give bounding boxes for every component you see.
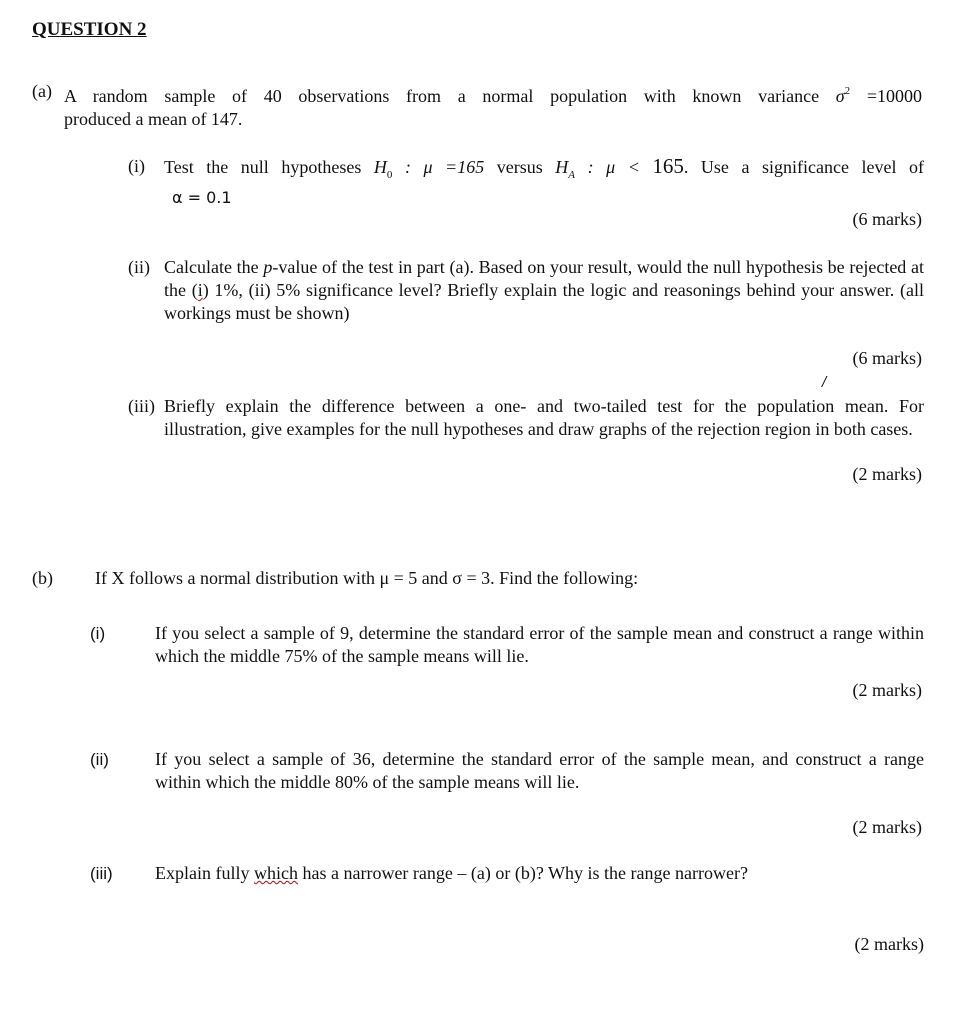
part-a-i-marks: (6 marks) (852, 209, 922, 229)
sigma-power: 2 (844, 85, 851, 97)
part-a-line1 (64, 80, 922, 108)
part-a-ii-text (164, 256, 924, 325)
ha-value: 165 (652, 154, 684, 178)
part-a-ii-before-p: Calculate the (164, 257, 259, 277)
part-a-line1-text: A random sample of 40 observations from a normal population with known variance (64, 86, 820, 106)
part-a-ii-rest: ) 1%, (ii) 5% significance level? Briefly explain the logic and reasonings behind your answer. (all workings must be shown) (164, 280, 924, 323)
part-b-iii-marks: (2 marks) (854, 934, 924, 954)
part-b-label: (b) (32, 568, 53, 588)
h0-subscript: 0 (386, 169, 393, 181)
part-a-ii-after-p: -value of the test in part (a). Based on your result, would the null hypothesis be rejected at the ( (164, 257, 924, 300)
part-b-ii-text: If you select a sample of 36, determine the standard error of the sample mean, and construct a range within which the middle 80% of the sample means will lie. (155, 749, 924, 792)
part-b-iii-label: (iii) (90, 864, 113, 883)
part-b-i-label: (i) (90, 624, 106, 643)
part-a-iii-text: Briefly explain the difference between a one- and two-tailed test for the population mean. For illustration, give examples for the null hypotheses and draw graphs of the rejection region in both cases. (164, 396, 924, 439)
part-a-label: (a) (32, 81, 52, 101)
part-a-i-label: (i) (128, 156, 145, 176)
part-b-ii-label: (ii) (90, 750, 109, 769)
part-a-i-intro: Test the null hypotheses (164, 157, 362, 177)
stray-slash-mark: / (822, 375, 827, 390)
part-b-ii-marks: (2 marks) (852, 817, 922, 837)
ha-symbol: H (555, 157, 569, 177)
h0-symbol: H (373, 157, 387, 177)
part-b-iii-text (155, 862, 748, 885)
part-b-i-text: If you select a sample of 9, determine the standard error of the sample mean and construct a range within which the middle 75% of the sample means will lie. (155, 623, 924, 666)
ha-expression: : μ < (587, 157, 640, 177)
part-a-i-end: . Use a significance level of (683, 157, 925, 177)
p-symbol: p (263, 257, 273, 277)
spellcheck-flagged-i: i (197, 280, 203, 300)
h0-expression: : μ =165 (404, 157, 485, 177)
sigma-symbol: σ (835, 86, 845, 106)
versus-word: versus (496, 157, 543, 177)
part-a-ii-label: (ii) (128, 257, 150, 277)
part-a-line2: produced a mean of 147. (64, 109, 243, 129)
question-title: QUESTION 2 (32, 19, 147, 40)
part-a-i-text (164, 155, 924, 187)
part-a-ii-marks: (6 marks) (852, 348, 922, 368)
part-b-iii-after: has a narrower range – (a) or (b)? Why is the range narrower? (302, 863, 748, 883)
part-a-question (64, 80, 922, 131)
part-a-iii-marks: (2 marks) (852, 464, 922, 484)
spellcheck-flagged-word: which (253, 863, 298, 883)
variance-value: =10000 (866, 86, 922, 106)
part-b-i-marks: (2 marks) (852, 680, 922, 700)
part-b-iii-before: Explain fully (155, 863, 250, 883)
part-a-iii-label: (iii) (128, 396, 155, 416)
part-b-intro: If X follows a normal distribution with μ = 5 and σ = 3. Find the following: (95, 568, 639, 588)
ha-subscript: A (568, 169, 576, 181)
alpha-level: α = 0.1 (172, 188, 232, 207)
